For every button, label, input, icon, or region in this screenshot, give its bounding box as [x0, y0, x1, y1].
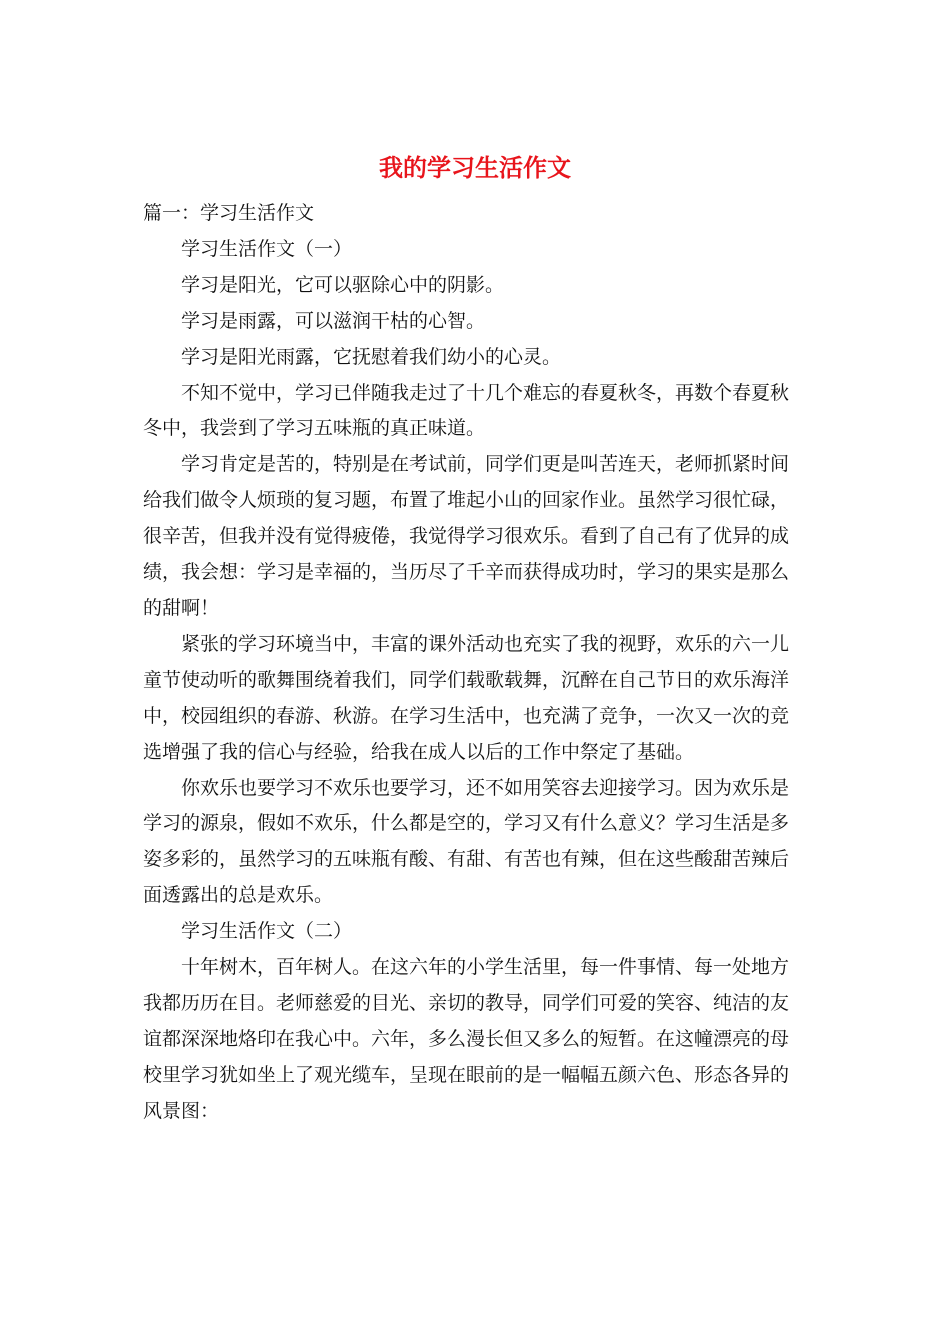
paragraph: 紧张的学习环境当中，丰富的课外活动也充实了我的视野，欢乐的六一儿童节使动听的歌舞围绕着我们，同学们载歌载舞，沉醉在自己节日的欢乐海洋中，校园组织的春游、秋游。在学习生活中，也充满了竞争，一次又一次的竞选增强了我的信心与经验，给我在成人以后的工作中祭定了基础。 [143, 632, 790, 763]
paragraph: 学习肯定是苦的，特别是在考试前，同学们更是叫苦连天，老师抓紧时间给我们做令人烦琐的复习题，布置了堆起小山的回家作业。虽然学习很忙碌，很辛苦，但我并没有觉得疲倦，我觉得学习很欢乐。看到了自己有了优异的成绩，我会想：学习是幸福的，当历尽了千辛而获得成功时，学习的果实是那么的甜啊！ [143, 453, 790, 619]
document-title: 我的学习生活作文 [379, 153, 571, 182]
paragraph: 你欢乐也要学习不欢乐也要学习，还不如用笑容去迎接学习。因为欢乐是学习的源泉，假如不欢乐，什么都是空的，学习又有什么意义？学习生活是多姿多彩的，虽然学习的五味瓶有酸、有甜、有苦也有辣，但在这些酸甜苦辣后面透露出的总是欢乐。 [143, 776, 790, 907]
paragraph: 学习是雨露，可以滋润干枯的心智。 [181, 309, 486, 332]
subheading-essay-1: 学习生活作文（一） [181, 237, 353, 260]
section-heading: 篇一：学习生活作文 [143, 202, 315, 224]
document-body [143, 196, 807, 1130]
paragraph: 学习是阳光，它可以驱除心中的阴影。 [181, 273, 505, 296]
paragraph: 十年树木，百年树人。在这六年的小学生活里，每一件事情、每一处地方我都历历在目。老师慈爱的目光、亲切的教导，同学们可爱的笑容、纯洁的友谊都深深地烙印在我心中。六年，多么漫长但又多么的短暂。在这幢漂亮的母校里学习犹如坐上了观光缆车，呈现在眼前的是一幅幅五颜六色、形态各异的风景图： [143, 956, 790, 1122]
paragraph: 不知不觉中，学习已伴随我走过了十几个难忘的春夏秋冬，再数个春夏秋冬中，我尝到了学习五味瓶的真正味道。 [143, 381, 790, 440]
paragraph: 学习是阳光雨露，它抚慰着我们幼小的心灵。 [181, 345, 562, 368]
subheading-essay-2: 学习生活作文（二） [181, 920, 353, 943]
